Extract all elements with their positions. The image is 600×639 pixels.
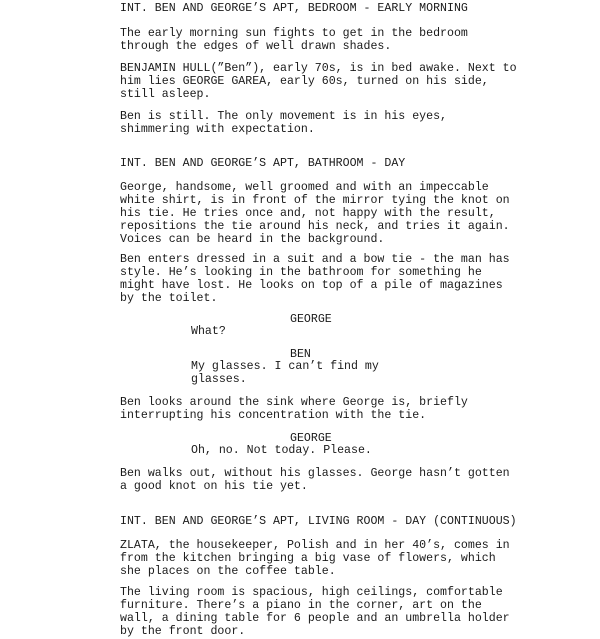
- action-ben-walks-out: Ben walks out, without his glasses. George hasn’t gotten a good knot on his tie yet.: [120, 467, 510, 493]
- dialogue-ben-glasses: My glasses. I can’t find my glasses.: [191, 360, 379, 386]
- action-zlata-enters: ZLATA, the housekeeper, Polish and in her 40’s, comes in from the kitchen bringing a big vase of flowers, which she places on the coffee table.: [120, 539, 510, 578]
- character-ben: BEN: [290, 348, 311, 361]
- scene-heading-living-room: INT. BEN AND GEORGE’S APT, LIVING ROOM - DAY (CONTINUOUS): [120, 515, 517, 528]
- action-ben-george-intro: BENJAMIN HULL(”Ben”), early 70s, is in bed awake. Next to him lies GEORGE GAREA, early 60s, turned on his side, still asleep.: [120, 62, 517, 101]
- scene-heading-bedroom: INT. BEN AND GEORGE’S APT, BEDROOM - EARLY MORNING: [120, 2, 468, 15]
- dialogue-george-not-today: Oh, no. Not today. Please.: [191, 444, 372, 457]
- action-ben-enters: Ben enters dressed in a suit and a bow tie - the man has style. He’s looking in the bathroom for something he might have lost. He looks on top of a pile of magazines by the toilet.: [120, 253, 510, 305]
- action-ben-looks-sink: Ben looks around the sink where George is, briefly interrupting his concentration with the tie.: [120, 396, 468, 422]
- action-george-tie: George, handsome, well groomed and with an impeccable white shirt, is in front of the mirror tying the knot on his tie. He tries once and, not happy with the result, repositions the tie around his neck, and tries it again. Voices can be heard in the background.: [120, 181, 510, 246]
- action-morning-sun: The early morning sun fights to get in the bedroom through the edges of well drawn shades.: [120, 27, 468, 53]
- dialogue-george-what: What?: [191, 325, 226, 338]
- character-george-1: GEORGE: [290, 313, 332, 326]
- action-living-room-description: The living room is spacious, high ceilings, comfortable furniture. There’s a piano in the corner, art on the wall, a dining table for 6 people and an umbrella holder by the front door.: [120, 586, 510, 638]
- character-george-2: GEORGE: [290, 432, 332, 445]
- action-ben-still: Ben is still. The only movement is in his eyes, shimmering with expectation.: [120, 110, 447, 136]
- scene-heading-bathroom: INT. BEN AND GEORGE’S APT, BATHROOM - DAY: [120, 157, 406, 170]
